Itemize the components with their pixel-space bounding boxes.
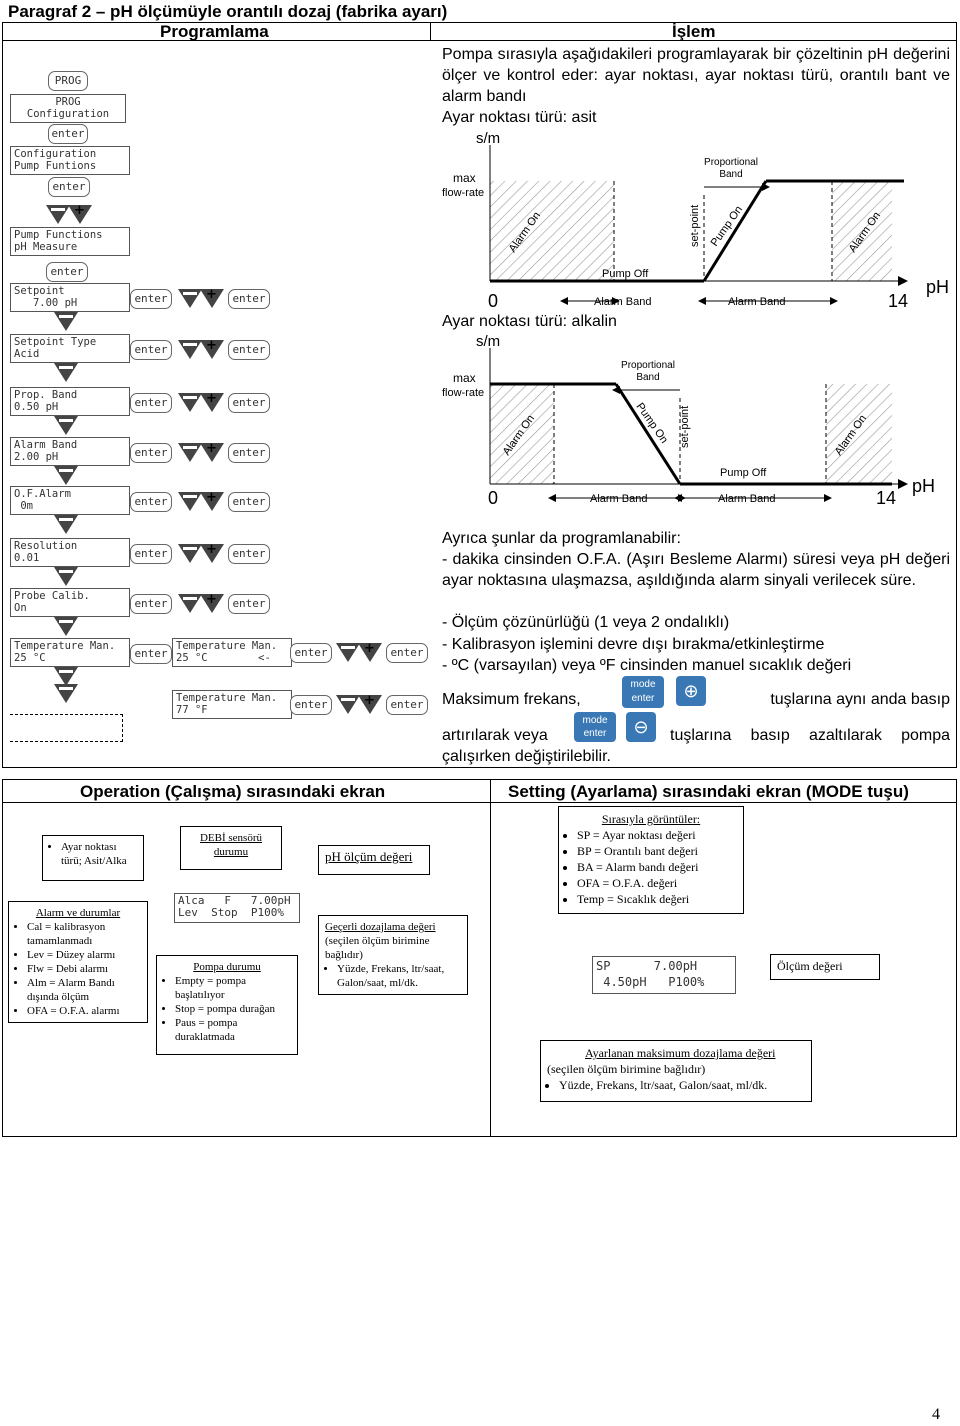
plus-sign: + [364, 641, 375, 656]
seq-item: • OFA = O.F.A. değeri [577, 875, 737, 891]
alarm-item: • Cal = kalibrasyon tamamlanmadı [27, 920, 141, 948]
lcd-temperature-c: Temperature Man. 25 °C <- [172, 638, 292, 667]
enter-key[interactable]: enter [228, 594, 270, 614]
col-left-title: Programlama [160, 22, 269, 41]
column-divider [430, 22, 431, 40]
alarm-on-left: Alarm On [506, 209, 544, 255]
flowrate-label: flow-rate [442, 187, 485, 199]
pump-on-label: Pump On [633, 400, 671, 446]
prop-label: Proportional [621, 360, 675, 371]
header-divider [2, 40, 957, 41]
acid-chart [436, 125, 956, 315]
enter-key[interactable]: enter [130, 443, 172, 463]
axis-ph: pH [912, 476, 936, 496]
valid-title: Geçerli dozajlama değeri [325, 921, 436, 933]
minus-key-icon[interactable] [54, 416, 78, 435]
also-item-1: - dakika cinsinden O.F.A. (Aşırı Besleme Alarmı) süresi veya pH değeri ayar noktasına ulaşmazsa, aşıldığında alarm sinyali verilecek süre. [442, 551, 950, 589]
max-title: Ayarlanan maksimum dozajlama değeri [585, 1046, 776, 1060]
alarm-band-right: Alarm Band [718, 493, 776, 505]
valid-item: • Yüzde, Frekans, ltr/saat, Galon/saat, ml/dk. [337, 962, 461, 990]
max-freq-d: tuşlarına basıp azaltılarak pompa çalışırken değiştirilebilir. [442, 727, 950, 765]
pump-state-item: • Empty = pompa başlatılıyor [175, 974, 291, 1002]
enter-key[interactable]: enter [228, 393, 270, 413]
seq-item: • BA = Alarm bandı değeri [577, 859, 737, 875]
axis-fourteen: 14 [876, 488, 897, 508]
measure-box [770, 954, 880, 980]
alarm-on-right: Alarm On [846, 209, 884, 255]
minus-key-icon[interactable] [54, 617, 78, 636]
plus-sign: + [206, 287, 217, 302]
plus-sign: + [206, 542, 217, 557]
lcd-configuration: Configuration Pump Funtions [10, 146, 130, 175]
alarm-box [8, 901, 148, 1023]
alarm-zone-left [490, 181, 614, 281]
lcd-line-1: SP 7.00pH [596, 959, 698, 973]
setpoint-label: set-point [689, 204, 701, 247]
alarm-on-left: Alarm On [500, 412, 538, 458]
col-right-title: İşlem [672, 22, 716, 41]
axis-ph: pH [926, 277, 950, 297]
enter-key[interactable]: enter [228, 492, 270, 512]
alkaline-chart [436, 328, 956, 518]
enter-key[interactable]: enter [386, 695, 428, 715]
lcd-setting: Setpoint 7.00 pH [10, 283, 130, 312]
enter-key[interactable]: enter [130, 594, 172, 614]
pump-ramp-line [616, 384, 680, 484]
enter-key[interactable]: enter [130, 644, 172, 664]
alarm-on-right: Alarm On [832, 412, 870, 458]
enter-key[interactable]: enter [386, 643, 428, 663]
setting-title: Setting (Ayarlama) sırasındaki ekran (MODE tuşu) [508, 782, 909, 801]
flowrate-label: flow-rate [442, 387, 485, 399]
max-freq-a: Maksimum frekans, [442, 691, 581, 708]
enter-key[interactable]: enter [46, 262, 88, 282]
enter-key[interactable]: enter [228, 340, 270, 360]
prop-label: Proportional [704, 157, 758, 168]
plus-key-icon[interactable]: ⊕ [676, 676, 706, 706]
also-item-4: - ºC (varsayılan) veya ºF cinsinden manuel sıcaklık değeri [442, 657, 852, 674]
plus-sign: + [364, 693, 375, 708]
alarm-band-right: Alarm Band [728, 296, 786, 308]
enter-key[interactable]: enter [130, 544, 172, 564]
minus-key-icon[interactable] [54, 567, 78, 586]
axis-fourteen: 14 [888, 291, 909, 311]
ph-box [318, 845, 430, 875]
seq-list [565, 827, 737, 907]
display-header-divider [2, 802, 957, 803]
pump-on-label: Pump On [708, 203, 746, 249]
measure-label: Ölçüm değeri [777, 959, 843, 973]
pump-state-item: • Paus = pompa duraklatmada [175, 1016, 291, 1044]
minus-key-icon[interactable] [178, 544, 202, 563]
alarm-item: • OFA = O.F.A. alarmı [27, 1004, 141, 1018]
enter-label: enter [631, 693, 655, 704]
enter-key[interactable]: enter [290, 695, 332, 715]
page-heading: Paragraf 2 – pH ölçümüyle orantılı dozaj (fabrika ayarı) [8, 2, 448, 21]
minus-key-icon[interactable] [178, 340, 202, 359]
lcd-temperature-f: Temperature Man. 77 °F [172, 690, 292, 719]
enter-key[interactable]: enter [228, 443, 270, 463]
minus-key-icon[interactable] [178, 492, 202, 511]
mode-label: mode [630, 679, 656, 690]
flow-sensor-box [180, 826, 282, 870]
alarm-title: Alarm ve durumlar [35, 907, 121, 919]
max-freq-c: artırılarak veya [442, 727, 548, 744]
minus-key-icon[interactable] [178, 443, 202, 462]
enter-key[interactable]: enter [130, 393, 172, 413]
mode-enter-key[interactable] [622, 676, 664, 708]
lcd-pump-functions: Pump Functions pH Measure [10, 227, 130, 256]
also-item-2: - Ölçüm çözünürlüğü (1 veya 2 ondalıklı) [442, 614, 730, 631]
alarm-list [15, 920, 141, 1018]
enter-key[interactable]: enter [48, 177, 90, 197]
minus-key-icon[interactable] [178, 289, 202, 308]
also-title: Ayrıca şunlar da programlanabilir: [442, 530, 681, 547]
pump-off-label: Pump Off [720, 467, 767, 479]
lcd-line-2: 4.50pH P100% [596, 975, 705, 989]
pump-ramp-line [704, 181, 766, 281]
lcd-setting: Resolution 0.01 [10, 538, 130, 567]
minus-key-icon[interactable] [178, 594, 202, 613]
ph-text: pH ölçüm değeri [325, 849, 413, 864]
plus-sign: + [206, 592, 217, 607]
lcd-setting: Setpoint Type Acid [10, 334, 130, 363]
enter-label: enter [583, 728, 607, 739]
minus-key-icon[interactable] [54, 363, 78, 382]
valid-dose-box [318, 915, 468, 995]
mode-label: mode [582, 715, 608, 726]
plus-sign: + [206, 338, 217, 353]
alarm-band-left: Alarm Band [590, 493, 648, 505]
enter-key[interactable]: enter [48, 124, 88, 144]
band-label: Band [636, 372, 660, 383]
max-dose-box [540, 1040, 812, 1102]
axis-zero: 0 [488, 291, 499, 311]
pump-off-label: Pump Off [602, 268, 649, 280]
enter-key[interactable]: enter [130, 492, 172, 512]
pump-title: Pompa durumu [193, 961, 261, 973]
lcd-setting: Alarm Band 2.00 pH [10, 437, 130, 466]
pump-list [163, 974, 291, 1044]
lcd-line-1: Alca F 7.00pH [178, 894, 291, 907]
minus-key-icon[interactable] [336, 643, 360, 662]
max-sub: (seçilen ölçüm birimine bağlıdır) [547, 1062, 706, 1076]
axis-zero: 0 [488, 488, 499, 508]
operation-title: Operation (Çalışma) sırasındaki ekran [80, 782, 386, 801]
minus-key-icon[interactable] [54, 466, 78, 485]
minus-key-icon[interactable] [178, 393, 202, 412]
enter-key[interactable]: enter [130, 289, 172, 309]
setting-lcd [592, 956, 736, 994]
operation-lcd [174, 893, 300, 923]
acid-title: Ayar noktası türü: asit [442, 109, 597, 126]
setpoint-label: set-point [679, 405, 691, 448]
alarm-item: • Lev = Düzey alarmı [27, 948, 141, 962]
minus-key-icon[interactable] [336, 695, 360, 714]
pump-state-box [156, 955, 298, 1055]
display-column-divider [490, 779, 491, 1137]
alkaline-title: Ayar noktası türü: alkalin [442, 313, 617, 330]
minus-key-icon[interactable] [54, 684, 78, 703]
flow-sensor-text: DEBİ sensörü durumu [199, 832, 263, 858]
minus-key-icon[interactable] [54, 515, 78, 534]
plus-sign: + [206, 490, 217, 505]
lcd-setting: Probe Calib. On [10, 588, 130, 617]
intro-text: Pompa sırasıyla aşağıdakileri programlayarak bir çözeltinin pH değerini ölçer ve kontrol eder: ayar noktası, ayar noktası türü, orantılı bant ve alarm bandı [442, 46, 950, 105]
enter-key[interactable]: enter [228, 289, 270, 309]
alarm-band-left: Alarm Band [594, 296, 652, 308]
also-item-3: - Kalibrasyon işlemini devre dışı bırakma/etkinleştirme [442, 636, 825, 653]
alarm-item: • Flw = Debi alarmı [27, 962, 141, 976]
plus-sign: + [74, 203, 85, 218]
lcd-prog-configuration: PROG Configuration [10, 94, 126, 123]
max-freq-b: tuşlarına aynı anda basıp [770, 691, 950, 708]
sm-label: s/m [476, 333, 501, 350]
seq-item: • Temp = Sıcaklık değeri [577, 891, 737, 907]
setpoint-type-box [42, 835, 144, 881]
seq-item: • SP = Ayar noktası değeri [577, 827, 737, 843]
lcd-setting: Temperature Man. 25 °C [10, 638, 130, 667]
enter-key[interactable]: enter [290, 643, 332, 663]
max-item: • Yüzde, Frekans, ltr/saat, Galon/saat, ml/dk. [559, 1077, 805, 1093]
lcd-line-2: Lev Stop P100% [178, 906, 284, 919]
enter-key[interactable]: enter [130, 340, 172, 360]
page-number: 4 [932, 1406, 940, 1423]
max-label: max [453, 171, 476, 185]
lcd-setting: Prop. Band 0.50 pH [10, 387, 130, 416]
sequence-box [558, 806, 744, 914]
valid-sub: (seçilen ölçüm birimine bağlıdır) [325, 935, 430, 961]
sm-label: s/m [476, 130, 501, 147]
lcd-setting: O.F.Alarm 0m [10, 486, 130, 515]
alarm-item: • Alm = Alarm Bandı dışında ölçüm [27, 976, 141, 1004]
setpoint-type-text: • Ayar noktası türü; Asit/Alka [61, 840, 137, 868]
minus-key-icon[interactable]: ⊖ [626, 712, 656, 742]
enter-key[interactable]: enter [228, 544, 270, 564]
plus-sign: + [206, 441, 217, 456]
band-label: Band [719, 169, 743, 180]
max-label: max [453, 371, 476, 385]
seq-title: Sırasıyla görüntüler: [601, 812, 701, 826]
pump-state-item: • Stop = pompa durağan [175, 1002, 291, 1016]
prog-key[interactable]: PROG [48, 71, 88, 91]
plus-sign: + [206, 391, 217, 406]
minus-key-icon[interactable] [54, 312, 78, 331]
seq-item: • BP = Orantılı bant değeri [577, 843, 737, 859]
lcd-blank-dashed [10, 714, 123, 742]
minus-key-icon[interactable] [46, 205, 70, 224]
